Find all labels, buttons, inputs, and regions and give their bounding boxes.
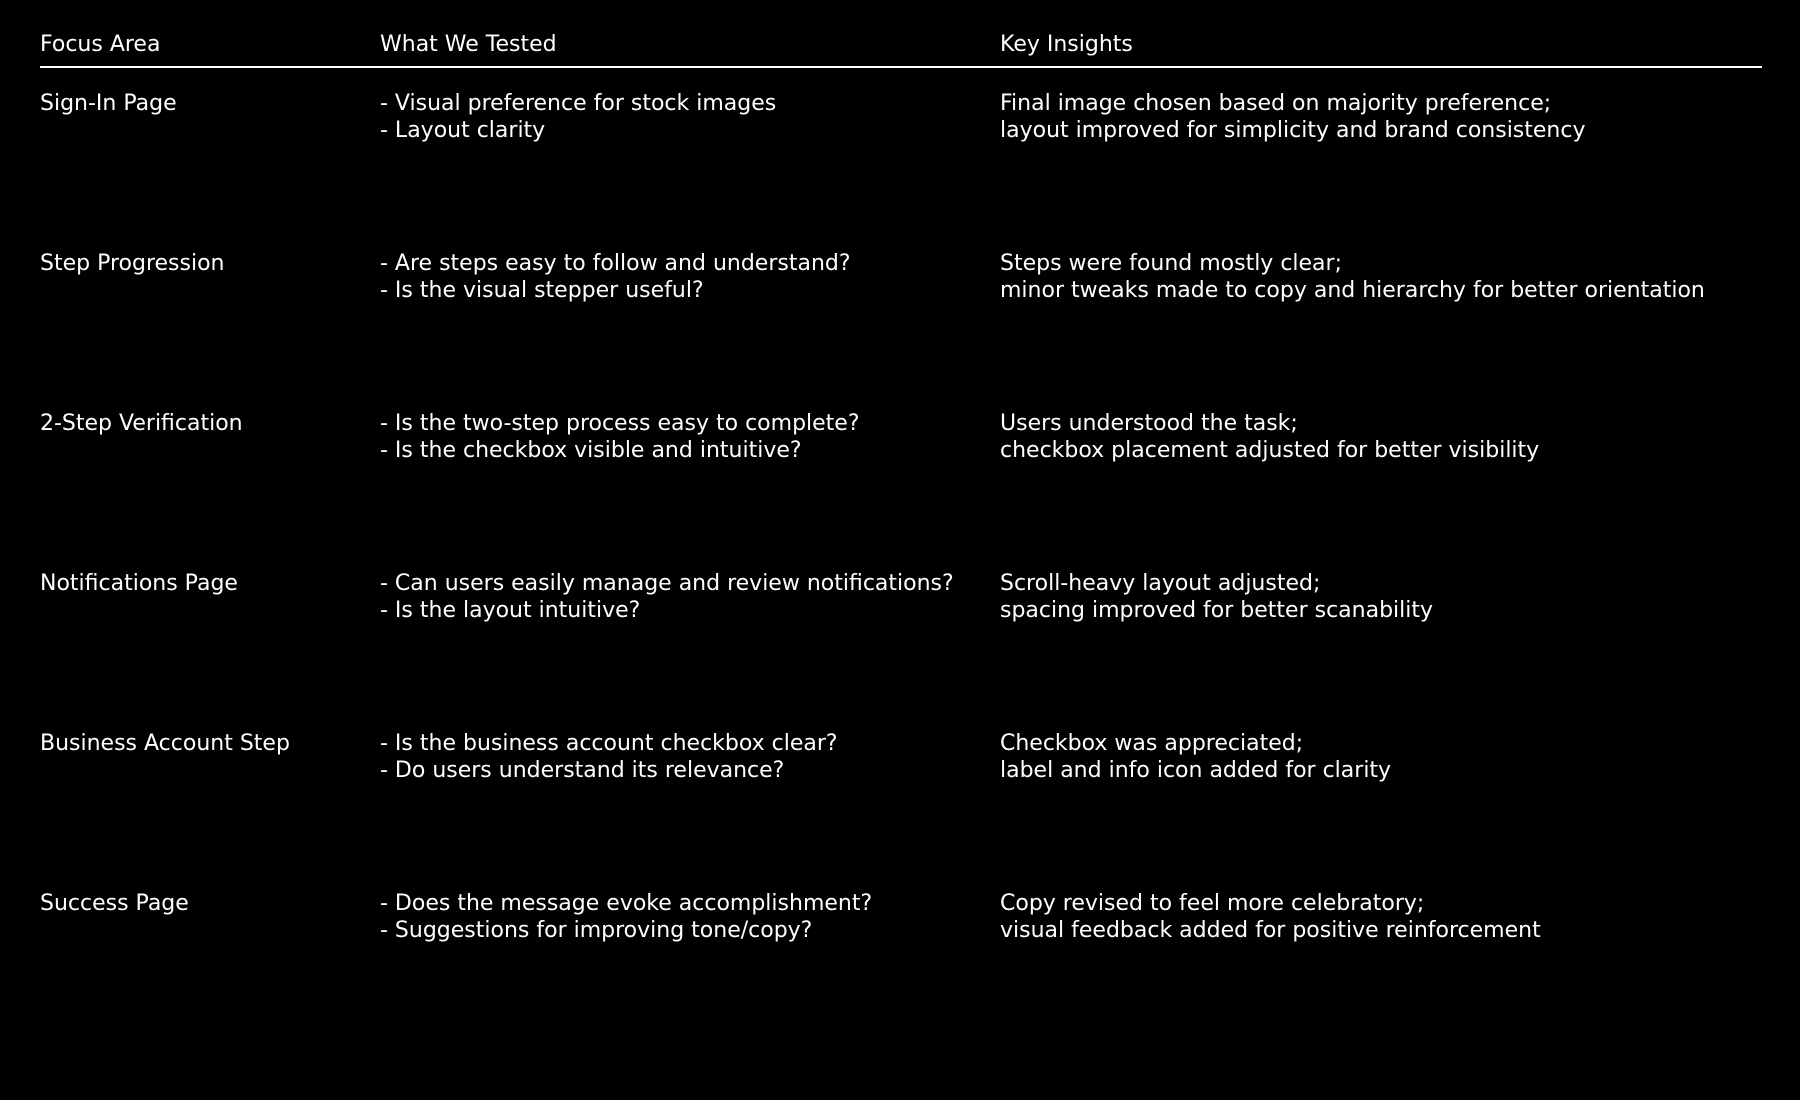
insights-cell [1000,410,1539,464]
insights-cell [1000,570,1433,624]
tested-line: - Does the message evoke accomplishment? [380,891,873,916]
table-row [40,730,1762,890]
focus-area-cell: Notifications Page [40,571,238,596]
insight-line: label and info icon added for clarity [1000,758,1392,783]
tested-line: - Visual preference for stock images [380,91,777,116]
tested-line: - Is the two-step process easy to complete? [380,411,860,436]
table-row [40,570,1762,730]
tested-line: - Is the business account checkbox clear? [380,731,838,756]
table-row [40,890,1762,1050]
usability-findings-table [40,30,1762,1050]
table-body [40,68,1762,1050]
insight-line: visual feedback added for positive reinforcement [1000,918,1541,943]
tested-line: - Do users understand its relevance? [380,758,785,783]
tested-line: - Is the checkbox visible and intuitive? [380,438,802,463]
tested-line: - Is the layout intuitive? [380,598,641,623]
insight-line: Steps were found mostly clear; [1000,251,1342,276]
insight-line: Copy revised to feel more celebratory; [1000,891,1425,916]
header-key-insights: Key Insights [1000,32,1133,57]
tested-cell [380,570,954,624]
tested-line: - Can users easily manage and review notifications? [380,571,954,596]
focus-area-cell: Step Progression [40,251,225,276]
focus-area-cell: Business Account Step [40,731,290,756]
table-header [40,30,1762,68]
tested-cell [380,410,860,464]
header-focus-area: Focus Area [40,32,161,57]
insight-line: Scroll-heavy layout adjusted; [1000,571,1321,596]
insight-line: checkbox placement adjusted for better visibility [1000,438,1540,463]
table-row [40,410,1762,570]
insight-line: Checkbox was appreciated; [1000,731,1304,756]
insights-cell [1000,250,1705,304]
insights-cell [1000,90,1586,144]
insight-line: minor tweaks made to copy and hierarchy for better orientation [1000,278,1705,303]
focus-area-cell: Sign-In Page [40,91,177,116]
tested-line: - Suggestions for improving tone/copy? [380,918,813,943]
insight-line: layout improved for simplicity and brand consistency [1000,118,1586,143]
insight-line: Users understood the task; [1000,411,1298,436]
insights-cell [1000,890,1541,944]
tested-cell [380,250,851,304]
tested-line: - Is the visual stepper useful? [380,278,704,303]
insights-cell [1000,730,1391,784]
header-what-we-tested: What We Tested [380,32,557,57]
table-row [40,250,1762,410]
tested-cell [380,730,838,784]
tested-line: - Layout clarity [380,118,546,143]
focus-area-cell: 2-Step Verification [40,411,243,436]
table-row [40,90,1762,250]
tested-line: - Are steps easy to follow and understand? [380,251,851,276]
insight-line: spacing improved for better scanability [1000,598,1434,623]
tested-cell [380,890,872,944]
insight-line: Final image chosen based on majority preference; [1000,91,1552,116]
tested-cell [380,90,776,144]
focus-area-cell: Success Page [40,891,189,916]
